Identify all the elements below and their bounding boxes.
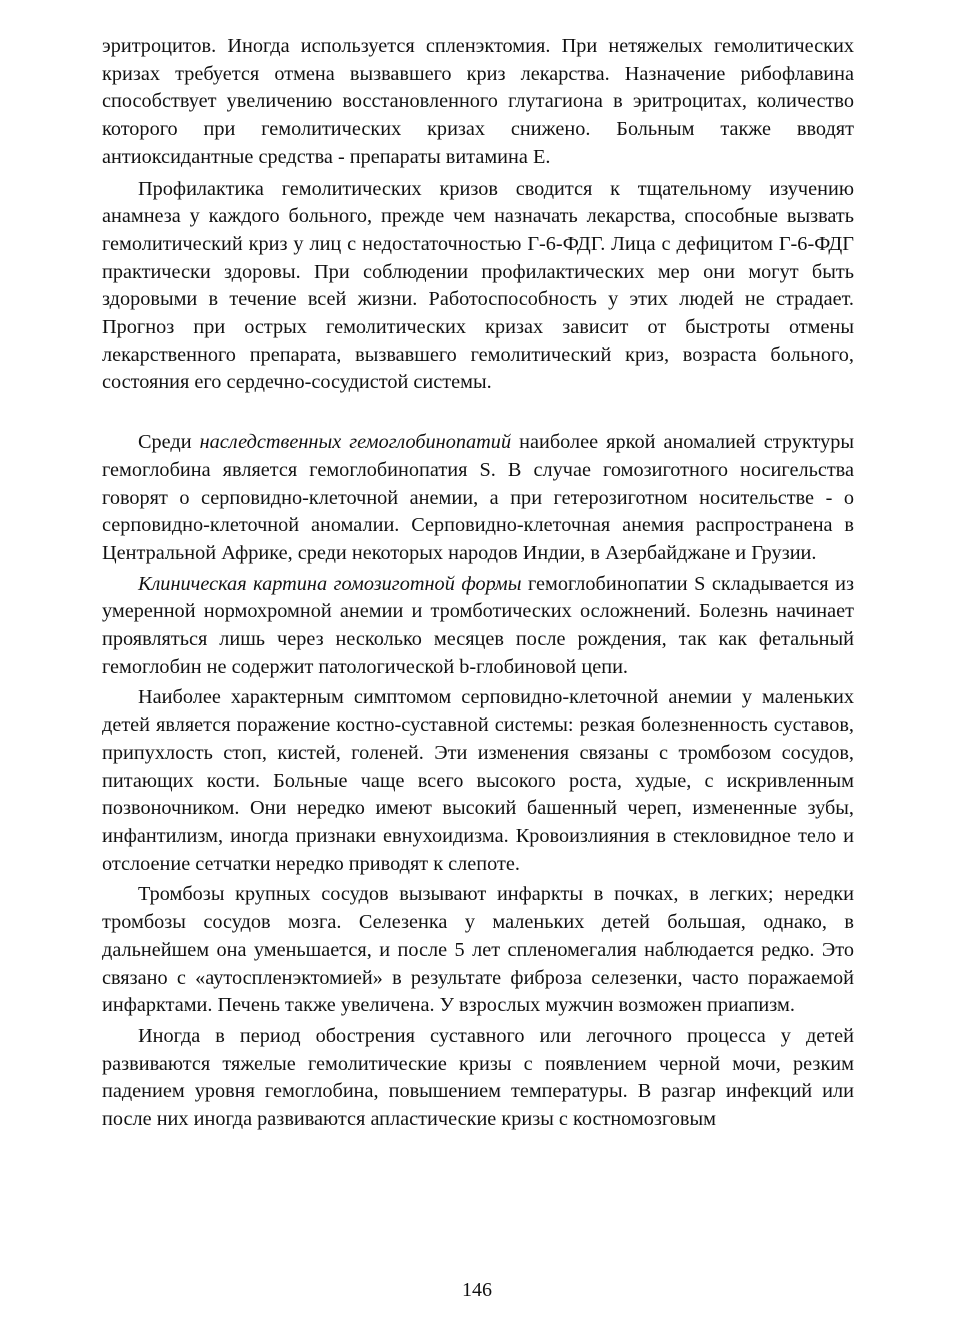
paragraph-7: Иногда в период обострения суставного или легочного процесса у детей развиваются тяжелые гемолитические кризы с появлением черной мочи, резким падением уровня гемоглобина, повышением температуры. В разгар инфекций или после них иногда развиваются апластические кризы с костномозговым (102, 1024, 854, 1131)
paragraph-5: Наиболее характерным симптомом серповидно-клеточной анемии у маленьких детей является поражение костно-суставной системы: резкая болезненность суставов, припухлость стоп, кистей, голеней. Эти изменения связаны с тромбозом сосудов, питающих кости. Больные чаще всего высокого роста, худые, с искривленным позвоночником. Они нередко имеют высокий башенный череп, измененные зубы, инфантилизм, иногда признаки евнухоидизма. Кровоизлияния в стекловидное тело и отслоение сетчатки нередко приводят к слепоте. (102, 686, 854, 875)
italic-term: Клиническая картина гомозиготной формы (138, 572, 522, 595)
paragraph-2: Профилактика гемолитических кризов сводится к тщательному изучению анамнеза у каждого больного, прежде чем назначать лекарства, способные вызвать гемолитический криз у лиц с недостаточностью Г-6-ФДГ. Лица с дефицитом Г-6-ФДГ практически здоровы. При соблюдении профилактических мер они могут быть здоровыми в течение всей жизни. Работоспособность у этих людей не страдает. Прогноз при острых гемолитических кризах зависит от быстроты отмены лекарственного препарата, вызвавшего гемолитический криз, возраста больного, состояния его сердечно-сосудистой системы. (102, 177, 854, 394)
paragraph-6: Тромбозы крупных сосудов вызывают инфаркты в почках, в легких; нередки тромбозы сосудов мозга. Селезенка у маленьких детей большая, однако, в дальнейшем она уменьшается, и после 5 лет спленомегалия наблюдается редко. Это связано с «аутоспленэктомией» в результате фиброза селезенки, часто поражаемой инфарктами. Печень также увеличена. У взрослых мужчин возможен приапизм. (102, 883, 854, 1017)
page-number: 146 (462, 1279, 492, 1301)
paragraph-3: Среди наследственных гемоглобинопатий наиболее яркой аномалией структуры гемоглобина является гемоглобинопатия S. В случае гомозиготного носигельства говорят о серповидно-клеточной анемии, а при гетерозиготном носительстве - о серповидно-клеточной аномалии. Серповидно-клеточная анемия распространена в Центральной Африке, среди некоторых народов Индии, в Азербайджане и Грузии. (102, 431, 854, 564)
italic-term: наследственных гемоглобинопатий (199, 431, 512, 454)
body-text (102, 33, 854, 1134)
section-gap (102, 397, 854, 425)
paragraph-1: эритроцитов. Иногда используется спленэктомия. При нетяжелых гемолитических кризах требуется отмена вызвавшего криз лекарства. Назначение рибофлавина способствует увеличению восстановленного глутагиона в эритроцитах, количество которого при гемолитических кризах снижено. Больным также вводят антиоксидантные средства - препараты витамина Е. (102, 35, 854, 168)
paragraph-4: Клиническая картина гомозиготной формы гемоглобинопатии S складывается из умеренной нормохромной анемии и тромботических осложнений. Болезнь начинает проявляться лишь через несколько месяцев после рождения, так как фетальный гемоглобин не содержит патологической b-глобиновой цепи. (102, 572, 854, 678)
